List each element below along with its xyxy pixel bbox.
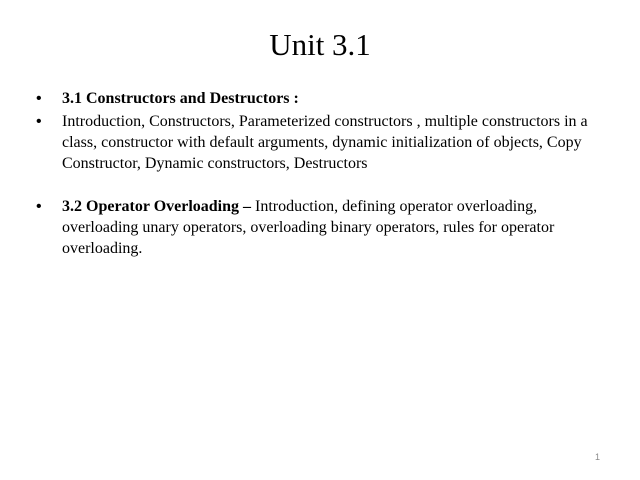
bullet-text: Introduction, defining operator overloading, overloading unary operators, overloading binary operators, rules for operator overloading. — [62, 198, 555, 257]
bullet-item — [36, 88, 616, 109]
bullet-list — [36, 88, 616, 259]
bullet-icon: • — [36, 198, 42, 215]
bullet-item — [36, 196, 616, 259]
bullet-heading: 3.2 Operator Overloading – — [62, 198, 252, 215]
bullet-icon: • — [36, 90, 42, 107]
bullet-item — [36, 111, 616, 174]
slide-title: Unit 3.1 — [269, 27, 371, 62]
bullet-heading: 3.1 Constructors and Destructors : — [62, 90, 299, 107]
bullet-text: Introduction, Constructors, Parameterized constructors , multiple constructors in a class, constructor with default arguments, dynamic initialization of objects, Copy Constructor, Dynamic constructors, Destructors — [62, 113, 588, 172]
page-number: 1 — [594, 452, 600, 462]
bullet-icon: • — [36, 113, 42, 130]
